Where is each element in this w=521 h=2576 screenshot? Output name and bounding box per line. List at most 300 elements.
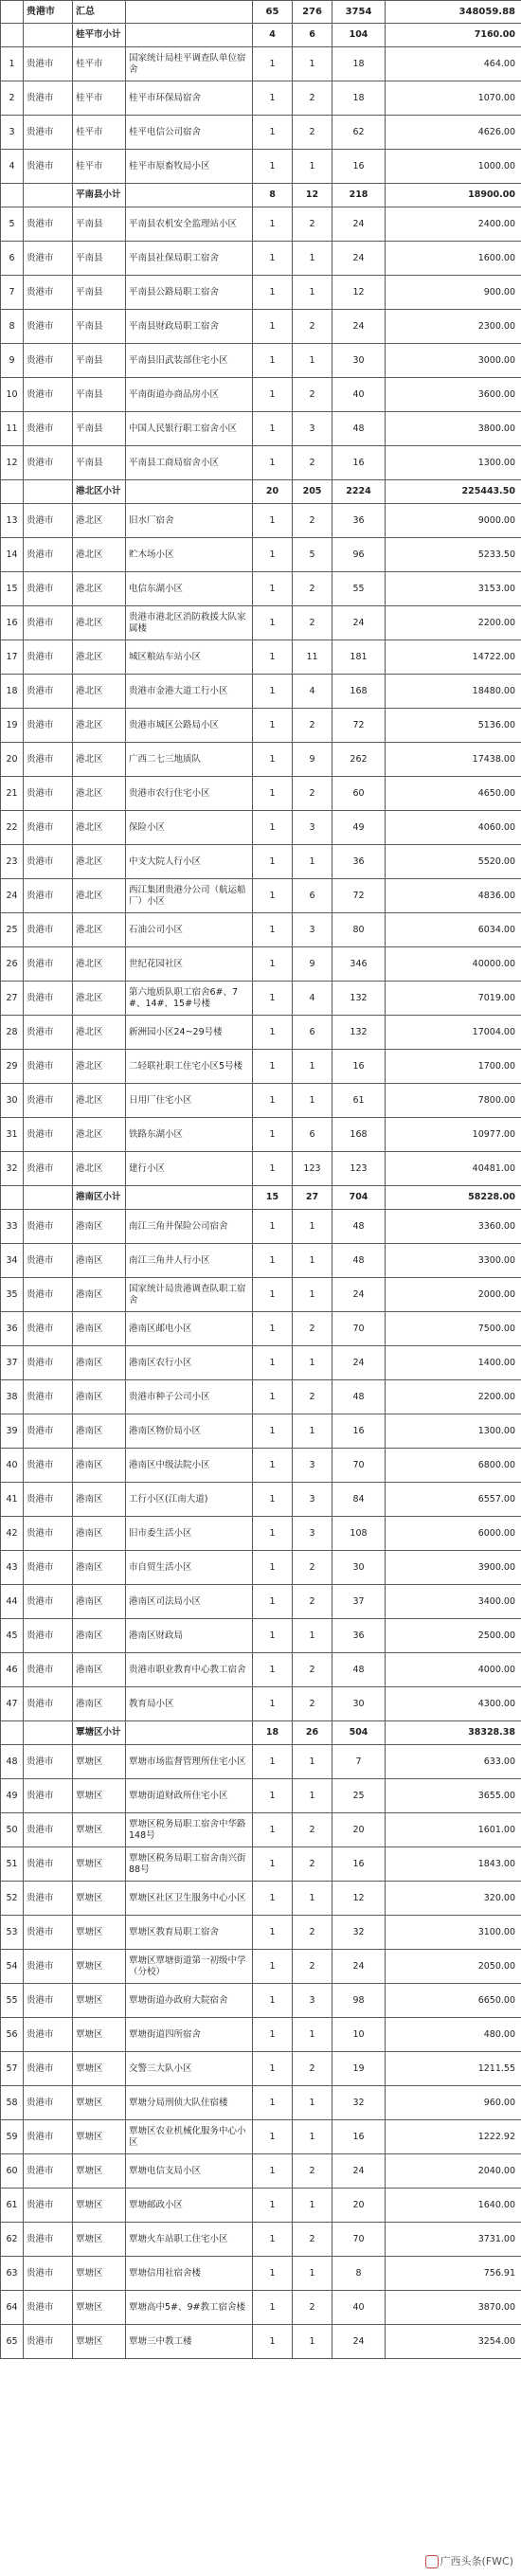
cell-name: 覃塘邮政小区 xyxy=(126,2189,253,2223)
cell-amount: 633.00 xyxy=(386,1745,521,1779)
cell-b: 3 xyxy=(293,1449,332,1483)
cell-area: 桂平市小计 xyxy=(73,24,126,47)
cell-name: 新洲园小区24~29号楼 xyxy=(126,1016,253,1050)
cell-c: 48 xyxy=(332,1244,386,1278)
table-row xyxy=(1,344,521,378)
cell-name: 覃塘高中5#、9#教工宿舍楼 xyxy=(126,2291,253,2325)
cell-a: 1 xyxy=(253,811,293,845)
cell-b: 12 xyxy=(293,184,332,207)
subtotal-row xyxy=(1,480,521,504)
cell-area: 港南区 xyxy=(73,1517,126,1551)
cell-c: 16 xyxy=(332,1847,386,1882)
cell-area: 港北区 xyxy=(73,845,126,879)
cell-b: 2 xyxy=(293,709,332,743)
subtotal-row xyxy=(1,1186,521,1210)
cell-area: 港北区 xyxy=(73,1084,126,1118)
cell-city: 贵港市 xyxy=(24,845,73,879)
cell-amount: 2500.00 xyxy=(386,1619,521,1653)
cell-amount: 40000.00 xyxy=(386,947,521,982)
cell-name: 旧市委生活小区 xyxy=(126,1517,253,1551)
cell-area: 覃塘区 xyxy=(73,2086,126,2120)
cell-amount: 1600.00 xyxy=(386,242,521,276)
cell-city: 贵港市 xyxy=(24,378,73,412)
cell-idx: 41 xyxy=(1,1483,24,1517)
cell-amount: 480.00 xyxy=(386,2018,521,2052)
cell-b: 26 xyxy=(293,1721,332,1745)
cell-amount: 7019.00 xyxy=(386,982,521,1016)
cell-city: 贵港市 xyxy=(24,1414,73,1449)
cell-name: 第六地质队职工宿舍6#、7#、14#、15#号楼 xyxy=(126,982,253,1016)
cell-area: 桂平市 xyxy=(73,47,126,81)
cell-c: 36 xyxy=(332,845,386,879)
cell-city: 贵港市 xyxy=(24,1619,73,1653)
cell-c: 704 xyxy=(332,1186,386,1210)
table-row xyxy=(1,1050,521,1084)
cell-idx: 54 xyxy=(1,1950,24,1984)
cell-b: 1 xyxy=(293,1084,332,1118)
cell-amount: 1070.00 xyxy=(386,81,521,116)
cell-a: 1 xyxy=(253,845,293,879)
cell-a: 1 xyxy=(253,1847,293,1882)
cell-name: 南江三角井人行小区 xyxy=(126,1244,253,1278)
cell-area: 港南区 xyxy=(73,1244,126,1278)
cell-area: 港南区 xyxy=(73,1619,126,1653)
cell-b: 2 xyxy=(293,1380,332,1414)
cell-area: 港北区 xyxy=(73,913,126,947)
cell-c: 20 xyxy=(332,1813,386,1847)
cell-amount: 4650.00 xyxy=(386,777,521,811)
cell-area: 汇总 xyxy=(73,1,126,24)
cell-c: 80 xyxy=(332,913,386,947)
cell-b: 3 xyxy=(293,1984,332,2018)
cell-area: 桂平市 xyxy=(73,116,126,150)
table-row xyxy=(1,1619,521,1653)
cell-a: 1 xyxy=(253,2291,293,2325)
table-row xyxy=(1,1882,521,1916)
cell-c: 48 xyxy=(332,412,386,446)
cell-name: 中支大院人行小区 xyxy=(126,845,253,879)
subtotal-row xyxy=(1,184,521,207)
cell-area: 港南区 xyxy=(73,1551,126,1585)
cell-c: 48 xyxy=(332,1653,386,1687)
cell-amount: 6557.00 xyxy=(386,1483,521,1517)
cell-a: 1 xyxy=(253,538,293,572)
cell-amount: 1000.00 xyxy=(386,150,521,184)
table-row xyxy=(1,1687,521,1721)
cell-c: 132 xyxy=(332,982,386,1016)
cell-a: 1 xyxy=(253,2223,293,2257)
cell-b: 1 xyxy=(293,2325,332,2359)
cell-city: 贵港市 xyxy=(24,47,73,81)
cell-c: 48 xyxy=(332,1210,386,1244)
cell-idx: 62 xyxy=(1,2223,24,2257)
table-row xyxy=(1,2257,521,2291)
cell-city: 贵港市 xyxy=(24,1916,73,1950)
cell-idx: 33 xyxy=(1,1210,24,1244)
cell-name: 市自贸生活小区 xyxy=(126,1551,253,1585)
cell-b: 1 xyxy=(293,344,332,378)
cell-a: 4 xyxy=(253,24,293,47)
cell-c: 24 xyxy=(332,1950,386,1984)
cell-area: 覃塘区 xyxy=(73,1745,126,1779)
table-row xyxy=(1,1847,521,1882)
table-row xyxy=(1,1152,521,1186)
cell-name xyxy=(126,480,253,504)
cell-c: 18 xyxy=(332,81,386,116)
table-row xyxy=(1,1449,521,1483)
cell-b: 1 xyxy=(293,1244,332,1278)
cell-a: 1 xyxy=(253,1687,293,1721)
table-row xyxy=(1,2120,521,2154)
cell-a: 1 xyxy=(253,1016,293,1050)
cell-area: 覃塘区 xyxy=(73,2325,126,2359)
cell-area: 港南区 xyxy=(73,1585,126,1619)
table-row xyxy=(1,1517,521,1551)
cell-b: 276 xyxy=(293,1,332,24)
cell-area: 港南区 xyxy=(73,1414,126,1449)
cell-amount: 4836.00 xyxy=(386,879,521,913)
cell-name: 覃塘街道财政所住宅小区 xyxy=(126,1779,253,1813)
cell-b: 1 xyxy=(293,2018,332,2052)
table-row xyxy=(1,1278,521,1312)
cell-c: 70 xyxy=(332,1312,386,1346)
cell-name: 中国人民银行职工宿舍小区 xyxy=(126,412,253,446)
cell-name: 覃塘电信支局小区 xyxy=(126,2154,253,2189)
cell-idx: 17 xyxy=(1,640,24,675)
cell-b: 2 xyxy=(293,207,332,242)
cell-amount: 5520.00 xyxy=(386,845,521,879)
cell-idx: 10 xyxy=(1,378,24,412)
cell-city: 贵港市 xyxy=(24,2325,73,2359)
cell-amount: 1400.00 xyxy=(386,1346,521,1380)
cell-amount: 3800.00 xyxy=(386,412,521,446)
cell-a: 1 xyxy=(253,982,293,1016)
cell-city: 贵港市 xyxy=(24,1084,73,1118)
subtotal-row xyxy=(1,1721,521,1745)
cell-amount: 38328.38 xyxy=(386,1721,521,1745)
cell-a: 1 xyxy=(253,344,293,378)
cell-c: 24 xyxy=(332,310,386,344)
cell-idx: 30 xyxy=(1,1084,24,1118)
cell-c: 60 xyxy=(332,777,386,811)
cell-name xyxy=(126,1,253,24)
cell-name xyxy=(126,184,253,207)
cell-idx xyxy=(1,1,24,24)
cell-a: 1 xyxy=(253,1882,293,1916)
cell-name: 覃塘市场监督管理所住宅小区 xyxy=(126,1745,253,1779)
cell-city: 贵港市 xyxy=(24,344,73,378)
cell-a: 1 xyxy=(253,207,293,242)
cell-city: 贵港市 xyxy=(24,242,73,276)
cell-name: 覃塘区教育局职工宿舍 xyxy=(126,1916,253,1950)
cell-city xyxy=(24,184,73,207)
cell-amount: 1300.00 xyxy=(386,446,521,480)
cell-name: 石油公司小区 xyxy=(126,913,253,947)
cell-amount: 3400.00 xyxy=(386,1585,521,1619)
cell-b: 1 xyxy=(293,1619,332,1653)
cell-idx: 57 xyxy=(1,2052,24,2086)
table-row xyxy=(1,947,521,982)
cell-c: 70 xyxy=(332,2223,386,2257)
cell-c: 24 xyxy=(332,2325,386,2359)
cell-idx: 25 xyxy=(1,913,24,947)
table-row xyxy=(1,276,521,310)
cell-c: 181 xyxy=(332,640,386,675)
cell-name: 港南区司法局小区 xyxy=(126,1585,253,1619)
cell-city: 贵港市 xyxy=(24,538,73,572)
table-row xyxy=(1,675,521,709)
cell-c: 123 xyxy=(332,1152,386,1186)
cell-a: 1 xyxy=(253,1050,293,1084)
cell-name: 平南县社保局职工宿舍 xyxy=(126,242,253,276)
cell-city: 贵港市 xyxy=(24,982,73,1016)
cell-idx: 51 xyxy=(1,1847,24,1882)
cell-city: 贵港市 xyxy=(24,2291,73,2325)
table-row xyxy=(1,2018,521,2052)
cell-area: 覃塘区 xyxy=(73,2189,126,2223)
cell-b: 5 xyxy=(293,538,332,572)
cell-area: 港北区 xyxy=(73,879,126,913)
cell-amount: 960.00 xyxy=(386,2086,521,2120)
cell-name: 覃塘火车站职工住宅小区 xyxy=(126,2223,253,2257)
table-row xyxy=(1,504,521,538)
cell-amount: 3360.00 xyxy=(386,1210,521,1244)
cell-b: 4 xyxy=(293,675,332,709)
cell-area: 平南县 xyxy=(73,378,126,412)
cell-city: 贵港市 xyxy=(24,947,73,982)
cell-b: 3 xyxy=(293,1483,332,1517)
cell-idx: 11 xyxy=(1,412,24,446)
cell-idx: 8 xyxy=(1,310,24,344)
cell-a: 1 xyxy=(253,2018,293,2052)
cell-c: 25 xyxy=(332,1779,386,1813)
cell-idx: 3 xyxy=(1,116,24,150)
cell-b: 11 xyxy=(293,640,332,675)
cell-a: 1 xyxy=(253,1449,293,1483)
cell-a: 1 xyxy=(253,81,293,116)
cell-a: 1 xyxy=(253,913,293,947)
cell-amount: 3870.00 xyxy=(386,2291,521,2325)
cell-area: 覃塘区 xyxy=(73,2223,126,2257)
cell-c: 24 xyxy=(332,242,386,276)
cell-c: 12 xyxy=(332,276,386,310)
cell-idx: 35 xyxy=(1,1278,24,1312)
table-row xyxy=(1,2154,521,2189)
cell-city: 贵港市 xyxy=(24,1585,73,1619)
cell-area: 港北区 xyxy=(73,1152,126,1186)
cell-idx: 49 xyxy=(1,1779,24,1813)
cell-c: 72 xyxy=(332,709,386,743)
cell-b: 2 xyxy=(293,1551,332,1585)
cell-b: 1 xyxy=(293,1050,332,1084)
cell-b: 1 xyxy=(293,150,332,184)
cell-b: 2 xyxy=(293,1653,332,1687)
cell-name: 贵港市职业教育中心教工宿舍 xyxy=(126,1653,253,1687)
table-row xyxy=(1,1950,521,1984)
cell-a: 1 xyxy=(253,1483,293,1517)
app-logo-icon xyxy=(425,2555,439,2568)
cell-a: 1 xyxy=(253,1380,293,1414)
cell-area: 覃塘区 xyxy=(73,1779,126,1813)
cell-idx xyxy=(1,1186,24,1210)
cell-name: 保险小区 xyxy=(126,811,253,845)
cell-name: 平南县工商局宿舍小区 xyxy=(126,446,253,480)
cell-city: 贵港市 xyxy=(24,1779,73,1813)
cell-idx xyxy=(1,184,24,207)
cell-b: 2 xyxy=(293,1847,332,1882)
cell-area: 港北区小计 xyxy=(73,480,126,504)
cell-amount: 7800.00 xyxy=(386,1084,521,1118)
cell-city: 贵港市 xyxy=(24,504,73,538)
cell-idx: 55 xyxy=(1,1984,24,2018)
cell-name xyxy=(126,24,253,47)
cell-a: 1 xyxy=(253,572,293,606)
cell-area: 港南区 xyxy=(73,1278,126,1312)
cell-b: 1 xyxy=(293,2120,332,2154)
cell-city: 贵港市 xyxy=(24,1813,73,1847)
cell-b: 2 xyxy=(293,2223,332,2257)
cell-a: 1 xyxy=(253,1118,293,1152)
cell-b: 6 xyxy=(293,879,332,913)
table-row xyxy=(1,606,521,640)
total-row xyxy=(1,1,521,24)
cell-a: 1 xyxy=(253,504,293,538)
cell-area: 覃塘区 xyxy=(73,2052,126,2086)
cell-amount: 10977.00 xyxy=(386,1118,521,1152)
cell-idx: 38 xyxy=(1,1380,24,1414)
table-row xyxy=(1,1779,521,1813)
table-row xyxy=(1,378,521,412)
cell-area: 覃塘区 xyxy=(73,2018,126,2052)
cell-a: 1 xyxy=(253,116,293,150)
table-row xyxy=(1,47,521,81)
cell-a: 1 xyxy=(253,2257,293,2291)
cell-a: 1 xyxy=(253,947,293,982)
cell-area: 平南县小计 xyxy=(73,184,126,207)
table-row xyxy=(1,640,521,675)
cell-city: 贵港市 xyxy=(24,1517,73,1551)
cell-b: 1 xyxy=(293,1346,332,1380)
cell-amount: 2400.00 xyxy=(386,207,521,242)
cell-name: 贵港市种子公司小区 xyxy=(126,1380,253,1414)
cell-b: 4 xyxy=(293,982,332,1016)
cell-a: 1 xyxy=(253,2189,293,2223)
cell-name: 贮木场小区 xyxy=(126,538,253,572)
cell-c: 168 xyxy=(332,675,386,709)
cell-idx: 60 xyxy=(1,2154,24,2189)
cell-idx: 65 xyxy=(1,2325,24,2359)
cell-city: 贵港市 xyxy=(24,1050,73,1084)
cell-b: 1 xyxy=(293,47,332,81)
cell-a: 1 xyxy=(253,640,293,675)
table-row xyxy=(1,1016,521,1050)
cell-city: 贵港市 xyxy=(24,606,73,640)
cell-b: 2 xyxy=(293,504,332,538)
cell-name: 桂平市原畜牧局小区 xyxy=(126,150,253,184)
cell-area: 港南区 xyxy=(73,1346,126,1380)
cell-b: 2 xyxy=(293,81,332,116)
cell-a: 1 xyxy=(253,1745,293,1779)
cell-amount: 3254.00 xyxy=(386,2325,521,2359)
cell-name: 港南区农行小区 xyxy=(126,1346,253,1380)
cell-area: 港南区 xyxy=(73,1653,126,1687)
cell-name: 覃塘区农业机械化服务中心小区 xyxy=(126,2120,253,2154)
cell-a: 1 xyxy=(253,1517,293,1551)
cell-amount: 4000.00 xyxy=(386,1653,521,1687)
cell-a: 1 xyxy=(253,1984,293,2018)
table-row xyxy=(1,1813,521,1847)
cell-idx: 15 xyxy=(1,572,24,606)
cell-amount: 3153.00 xyxy=(386,572,521,606)
cell-city: 贵港市 xyxy=(24,1847,73,1882)
cell-area: 港南区小计 xyxy=(73,1186,126,1210)
cell-amount: 1843.00 xyxy=(386,1847,521,1882)
cell-area: 港北区 xyxy=(73,640,126,675)
cell-area: 平南县 xyxy=(73,276,126,310)
cell-a: 1 xyxy=(253,675,293,709)
cell-amount: 3300.00 xyxy=(386,1244,521,1278)
cell-a: 18 xyxy=(253,1721,293,1745)
cell-c: 61 xyxy=(332,1084,386,1118)
cell-a: 1 xyxy=(253,1619,293,1653)
watermark xyxy=(423,2553,515,2568)
cell-city: 贵港市 xyxy=(24,879,73,913)
cell-name xyxy=(126,1186,253,1210)
cell-city: 贵港市 xyxy=(24,1551,73,1585)
cell-area: 覃塘区 xyxy=(73,2291,126,2325)
cell-area: 港南区 xyxy=(73,1380,126,1414)
cell-c: 504 xyxy=(332,1721,386,1745)
cell-city: 贵港市 xyxy=(24,675,73,709)
cell-c: 62 xyxy=(332,116,386,150)
cell-c: 30 xyxy=(332,344,386,378)
cell-idx: 50 xyxy=(1,1813,24,1847)
cell-b: 1 xyxy=(293,276,332,310)
cell-name: 港南区邮电小区 xyxy=(126,1312,253,1346)
cell-idx: 22 xyxy=(1,811,24,845)
cell-idx: 4 xyxy=(1,150,24,184)
cell-a: 1 xyxy=(253,242,293,276)
cell-b: 27 xyxy=(293,1186,332,1210)
table-row xyxy=(1,1210,521,1244)
cell-c: 36 xyxy=(332,504,386,538)
cell-idx: 6 xyxy=(1,242,24,276)
cell-a: 1 xyxy=(253,2086,293,2120)
cell-a: 1 xyxy=(253,1414,293,1449)
cell-c: 132 xyxy=(332,1016,386,1050)
cell-b: 9 xyxy=(293,947,332,982)
cell-c: 104 xyxy=(332,24,386,47)
cell-area: 港南区 xyxy=(73,1210,126,1244)
cell-city: 贵港市 xyxy=(24,2120,73,2154)
table-row xyxy=(1,150,521,184)
cell-a: 15 xyxy=(253,1186,293,1210)
cell-name: 覃塘区税务局职工宿舍中华路148号 xyxy=(126,1813,253,1847)
cell-c: 30 xyxy=(332,1551,386,1585)
cell-name: 覃塘街道办政府大院宿舍 xyxy=(126,1984,253,2018)
cell-name: 国家统计局贵港调查队职工宿舍 xyxy=(126,1278,253,1312)
cell-c: 16 xyxy=(332,2120,386,2154)
cell-city: 贵港市 xyxy=(24,2257,73,2291)
cell-idx: 16 xyxy=(1,606,24,640)
cell-idx: 40 xyxy=(1,1449,24,1483)
cell-b: 2 xyxy=(293,1585,332,1619)
cell-area: 港南区 xyxy=(73,1449,126,1483)
cell-idx: 48 xyxy=(1,1745,24,1779)
cell-idx: 9 xyxy=(1,344,24,378)
cell-b: 2 xyxy=(293,2154,332,2189)
cell-name: 西江集团贵港分公司（航运船厂）小区 xyxy=(126,879,253,913)
